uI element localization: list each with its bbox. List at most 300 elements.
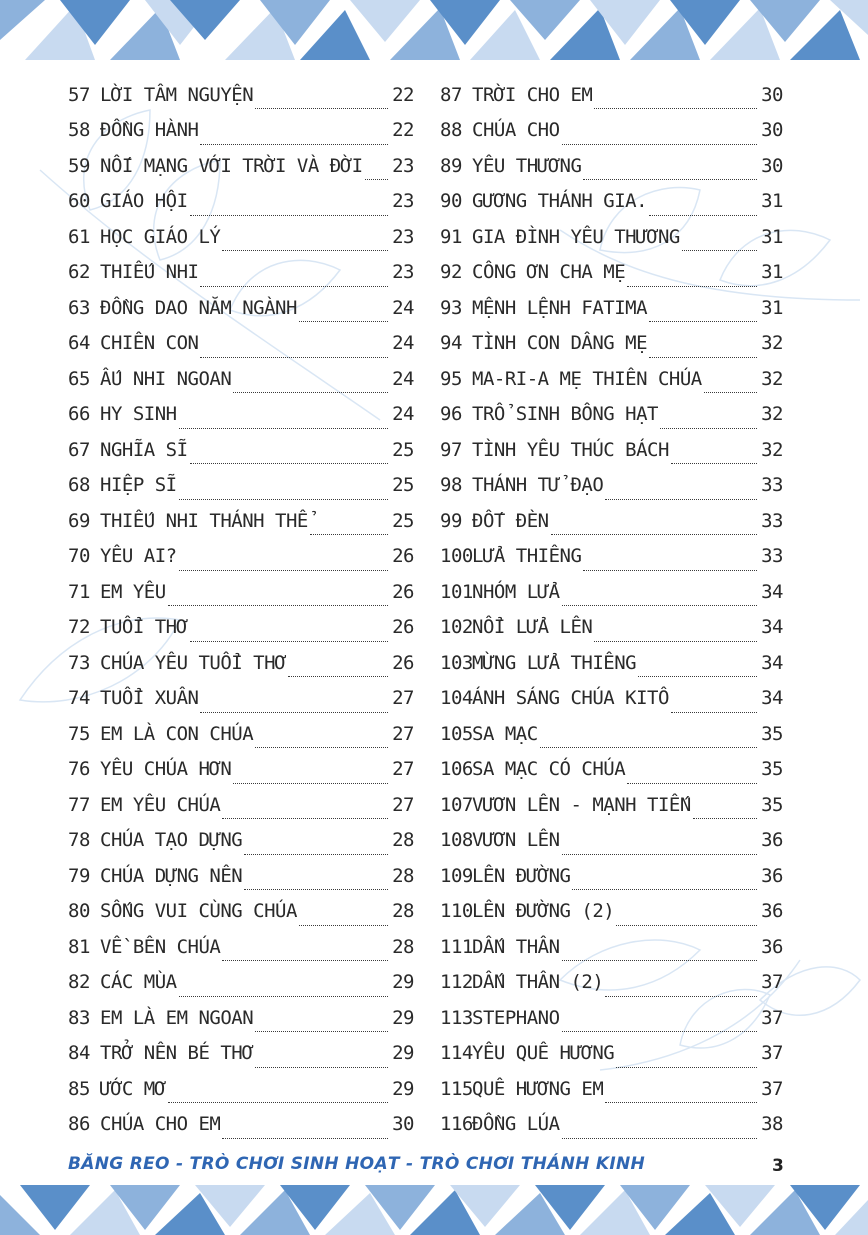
toc-entry-page: 23 [392, 261, 414, 284]
toc-entry-page: 29 [392, 971, 414, 994]
toc-entry-page: 31 [761, 225, 783, 248]
toc-entry-title: LỜI TÂM NGUYỆN [100, 83, 254, 106]
toc-leader-dots [288, 656, 388, 677]
toc-entry-title: GIÁO HỘI [100, 190, 188, 213]
toc-entry-page: 27 [392, 793, 414, 816]
toc-entry-number: 82 [68, 971, 90, 994]
toc-leader-dots [649, 301, 757, 322]
toc-entry-number: 57 [68, 83, 90, 106]
toc-entry-number: 89 [440, 154, 462, 177]
toc-entry [68, 326, 414, 362]
toc-entry-page: 31 [761, 190, 783, 213]
toc-entry [68, 148, 414, 184]
toc-entry-title: VƯƠN LÊN - MẠNH TIẾN [472, 793, 691, 816]
toc-leader-dots [365, 159, 388, 180]
toc-leader-dots [233, 763, 388, 784]
toc-entry-number: 103 [440, 651, 473, 674]
toc-entry-page: 30 [392, 1113, 414, 1136]
toc-entry-title: ẤU NHI NGOAN [100, 367, 232, 390]
toc-entry [68, 397, 414, 433]
toc-entry [68, 255, 414, 291]
toc-entry-number: 67 [68, 438, 90, 461]
toc-entry-page: 28 [392, 935, 414, 958]
toc-entry [68, 219, 414, 255]
toc-entry-number: 83 [68, 1006, 90, 1029]
toc-entry [440, 894, 783, 930]
toc-entry-number: 86 [68, 1113, 90, 1136]
toc-entry-title: YÊU QUÊ HƯƠNG [472, 1042, 615, 1065]
toc-entry-number: 102 [440, 616, 473, 639]
toc-entry-number: 66 [68, 403, 90, 426]
toc-entry-number: 69 [68, 509, 90, 532]
toc-entry-title: TUỔI THƠ [100, 616, 188, 639]
toc-leader-dots [671, 443, 757, 464]
toc-entry-number: 95 [440, 367, 462, 390]
toc-leader-dots [255, 88, 388, 109]
toc-entry [68, 858, 414, 894]
toc-entry-page: 34 [761, 687, 783, 710]
toc-entry-page: 23 [392, 154, 414, 177]
toc-entry-number: 94 [440, 332, 462, 355]
toc-leader-dots [572, 869, 757, 890]
toc-entry-number: 61 [68, 225, 90, 248]
toc-entry-title: LÊN ĐƯỜNG [472, 864, 571, 887]
toc-entry-number: 97 [440, 438, 462, 461]
toc-entry [440, 468, 783, 504]
toc-entry-page: 25 [392, 509, 414, 532]
toc-entry [68, 929, 414, 965]
toc-leader-dots [179, 408, 388, 429]
toc-entry-page: 32 [761, 332, 783, 355]
toc-leader-dots [562, 940, 757, 961]
toc-entry-number: 115 [440, 1077, 473, 1100]
toc-entry-page: 27 [392, 722, 414, 745]
toc-entry-page: 30 [761, 154, 783, 177]
toc-entry [440, 539, 783, 575]
toc-entry [68, 503, 414, 539]
toc-leader-dots [627, 266, 757, 287]
toc-entry-number: 87 [440, 83, 462, 106]
toc-leader-dots [682, 230, 757, 251]
toc-entry-number: 100 [440, 545, 473, 568]
toc-entry-page: 26 [392, 545, 414, 568]
toc-entry-number: 98 [440, 474, 462, 497]
toc-entry-title: MA-RI-A MẸ THIÊN CHÚA [472, 367, 702, 390]
toc-entry [440, 361, 783, 397]
toc-entry-page: 25 [392, 438, 414, 461]
toc-entry [440, 929, 783, 965]
toc-entry-title: YÊU AI? [100, 545, 177, 568]
toc-entry [440, 965, 783, 1001]
toc-entry-title: HY SINH [100, 403, 177, 426]
toc-entry-page: 34 [761, 580, 783, 603]
toc-entry-number: 70 [68, 545, 90, 568]
toc-entry-title: EM YÊU [100, 580, 166, 603]
toc-entry-title: ĐỒNG HÀNH [100, 119, 199, 142]
toc-entry-title: EM YÊU CHÚA [100, 793, 221, 816]
toc-entry-title: CHÚA TẠO DỰNG [100, 829, 243, 852]
toc-entry [440, 503, 783, 539]
toc-entry [68, 1000, 414, 1036]
toc-entry [440, 787, 783, 823]
toc-entry [68, 432, 414, 468]
toc-entry-title: NỐI MẠNG VỚI TRỜI VÀ ĐỜI [100, 154, 363, 177]
toc-entry [68, 894, 414, 930]
toc-leader-dots [200, 337, 388, 358]
toc-entry-page: 27 [392, 758, 414, 781]
toc-entry-title: ĐỒNG DAO NĂM NGÀNH [100, 296, 297, 319]
toc-entry-title: CHÚA DỰNG NÊN [100, 864, 243, 887]
toc-entry [440, 290, 783, 326]
toc-leader-dots [594, 621, 757, 642]
toc-leader-dots [190, 443, 388, 464]
toc-leader-dots [660, 408, 757, 429]
toc-entry-title: THIẾU NHI [100, 261, 199, 284]
toc-entry-number: 77 [68, 793, 90, 816]
top-triangle-band [0, 0, 868, 70]
toc-column-right [440, 77, 783, 1142]
toc-leader-dots [299, 301, 388, 322]
toc-entry-title: DẤN THÂN [472, 935, 560, 958]
toc-leader-dots [605, 479, 757, 500]
toc-entry-page: 36 [761, 935, 783, 958]
toc-entry-number: 108 [440, 829, 473, 852]
toc-entry [68, 1071, 414, 1107]
toc-leader-dots [551, 514, 757, 535]
toc-entry-title: HIỆP SĨ [100, 474, 177, 497]
toc-entry-title: CÔNG ƠN CHA MẸ [472, 261, 626, 284]
toc-entry-page: 26 [392, 580, 414, 603]
toc-entry-number: 90 [440, 190, 462, 213]
toc-leader-dots [616, 905, 757, 926]
toc-entry-title: LỬA THIÊNG [472, 545, 582, 568]
toc-leader-dots [222, 1118, 388, 1139]
toc-entry-page: 36 [761, 829, 783, 852]
toc-entry-page: 23 [392, 190, 414, 213]
toc-entry-number: 68 [68, 474, 90, 497]
toc-leader-dots [244, 834, 388, 855]
toc-entry-number: 73 [68, 651, 90, 674]
toc-entry-number: 79 [68, 864, 90, 887]
toc-entry-page: 36 [761, 900, 783, 923]
toc-leader-dots [693, 798, 757, 819]
toc-entry-title: ÁNH SÁNG CHÚA KITÔ [472, 687, 669, 710]
toc-entry [440, 574, 783, 610]
toc-entry [68, 113, 414, 149]
toc-entry [68, 645, 414, 681]
toc-leader-dots [649, 337, 757, 358]
toc-entry [68, 787, 414, 823]
toc-entry-page: 27 [392, 687, 414, 710]
toc-leader-dots [562, 1011, 757, 1032]
toc-entry-page: 29 [392, 1077, 414, 1100]
toc-entry-page: 37 [761, 971, 783, 994]
toc-entry [68, 361, 414, 397]
toc-entry-page: 26 [392, 616, 414, 639]
toc-leader-dots [255, 727, 388, 748]
toc-entry-number: 85 [68, 1077, 90, 1100]
toc-entry-title: GƯƠNG THÁNH GIA. [472, 190, 648, 213]
toc-entry-page: 24 [392, 403, 414, 426]
toc-entry [68, 965, 414, 1001]
toc-entry [68, 77, 414, 113]
toc-leader-dots [310, 514, 388, 535]
toc-entry-number: 64 [68, 332, 90, 355]
toc-entry-title: SA MẠC [472, 722, 538, 745]
toc-entry-page: 32 [761, 438, 783, 461]
toc-entry [68, 610, 414, 646]
toc-entry [440, 752, 783, 788]
toc-entry-number: 101 [440, 580, 473, 603]
toc-leader-dots [627, 763, 757, 784]
toc-leader-dots [649, 195, 757, 216]
toc-entry-number: 78 [68, 829, 90, 852]
toc-entry [440, 113, 783, 149]
toc-entry-title: YÊU CHÚA HƠN [100, 758, 232, 781]
toc-leader-dots [200, 692, 388, 713]
toc-leader-dots [562, 124, 757, 145]
toc-entry-page: 24 [392, 367, 414, 390]
toc-entry-number: 62 [68, 261, 90, 284]
toc-entry-page: 34 [761, 616, 783, 639]
toc-entry-number: 58 [68, 119, 90, 142]
toc-entry-page: 29 [392, 1006, 414, 1029]
toc-entry [440, 432, 783, 468]
toc-entry-title: DẤN THÂN (2) [472, 971, 604, 994]
toc-leader-dots [179, 550, 388, 571]
toc-entry-page: 33 [761, 509, 783, 532]
toc-entry-number: 111 [440, 935, 473, 958]
toc-entry-page: 25 [392, 474, 414, 497]
toc-entry [440, 681, 783, 717]
toc-entry [440, 1071, 783, 1107]
toc-entry-number: 107 [440, 793, 473, 816]
toc-entry-title: NGHĨA SĨ [100, 438, 188, 461]
toc-entry-page: 22 [392, 119, 414, 142]
toc-entry-number: 106 [440, 758, 473, 781]
toc-entry-number: 88 [440, 119, 462, 142]
toc-entry [68, 823, 414, 859]
toc-leader-dots [299, 905, 388, 926]
toc-entry-number: 71 [68, 580, 90, 603]
toc-entry [68, 1107, 414, 1143]
toc-entry [68, 716, 414, 752]
toc-entry [68, 468, 414, 504]
toc-leader-dots [233, 372, 388, 393]
toc-entry-number: 91 [440, 225, 462, 248]
toc-leader-dots [562, 834, 757, 855]
toc-entry [440, 326, 783, 362]
toc-entry-page: 34 [761, 651, 783, 674]
toc-leader-dots [222, 798, 388, 819]
toc-entry-title: NỔI LỬA LÊN [472, 616, 593, 639]
toc-entry-title: CHIÊN CON [100, 332, 199, 355]
toc-entry-title: CHÚA CHO [472, 119, 560, 142]
toc-entry-number: 99 [440, 509, 462, 532]
toc-entry [68, 184, 414, 220]
toc-entry-title: EM LÀ EM NGOAN [100, 1006, 254, 1029]
toc-entry-title: SA MẠC CÓ CHÚA [472, 758, 626, 781]
toc-entry-title: SỐNG VUI CÙNG CHÚA [100, 900, 297, 923]
toc-entry-number: 109 [440, 864, 473, 887]
toc-entry-page: 28 [392, 900, 414, 923]
bottom-triangle-band [0, 1185, 868, 1235]
toc-entry-page: 33 [761, 474, 783, 497]
toc-entry [68, 1036, 414, 1072]
toc-entry-page: 23 [392, 225, 414, 248]
toc-entry [440, 858, 783, 894]
toc-leader-dots [222, 940, 388, 961]
toc-entry-number: 74 [68, 687, 90, 710]
toc-entry-number: 59 [68, 154, 90, 177]
toc-entry [440, 716, 783, 752]
toc-entry-number: 92 [440, 261, 462, 284]
toc-entry-number: 81 [68, 935, 90, 958]
toc-entry-page: 26 [392, 651, 414, 674]
toc-entry-title: NHÓM LỬA [472, 580, 560, 603]
toc-entry-title: ĐỐT ĐÈN [472, 509, 549, 532]
toc-entry-title: CHÚA CHO EM [100, 1113, 221, 1136]
toc-leader-dots [562, 1118, 757, 1139]
toc-entry [440, 219, 783, 255]
toc-entry-title: ƯỚC MƠ [100, 1077, 166, 1100]
toc-entry-page: 28 [392, 829, 414, 852]
toc-leader-dots [222, 230, 388, 251]
toc-entry-page: 33 [761, 545, 783, 568]
toc-entry-number: 113 [440, 1006, 473, 1029]
toc-entry [68, 539, 414, 575]
toc-leader-dots [583, 550, 757, 571]
toc-entry-number: 93 [440, 296, 462, 319]
toc-entry-title: TRỞ NÊN BÉ THƠ [100, 1042, 254, 1065]
toc-entry-number: 112 [440, 971, 473, 994]
toc-leader-dots [255, 1047, 388, 1068]
toc-entry-page: 31 [761, 296, 783, 319]
toc-entry-title: CÁC MÙA [100, 971, 177, 994]
toc-entry [440, 1036, 783, 1072]
toc-entry-page: 36 [761, 864, 783, 887]
toc-entry-page: 38 [761, 1113, 783, 1136]
toc-entry-title: EM LÀ CON CHÚA [100, 722, 254, 745]
toc-entry-page: 24 [392, 332, 414, 355]
toc-column-left [68, 77, 414, 1142]
toc-entry-page: 32 [761, 403, 783, 426]
toc-entry-page: 31 [761, 261, 783, 284]
toc-entry-page: 37 [761, 1006, 783, 1029]
toc-leader-dots [540, 727, 757, 748]
toc-entry-number: 80 [68, 900, 90, 923]
toc-entry [440, 1107, 783, 1143]
toc-leader-dots [200, 124, 388, 145]
toc-entry-title: YÊU THƯƠNG [472, 154, 582, 177]
toc-entry [440, 645, 783, 681]
toc-entry [440, 148, 783, 184]
toc-entry-title: THIẾU NHI THÁNH THỂ [100, 509, 308, 532]
toc-entry-title: ĐỒNG LÚA [472, 1113, 560, 1136]
toc-leader-dots [179, 479, 388, 500]
toc-leader-dots [190, 621, 388, 642]
toc-leader-dots [583, 159, 757, 180]
toc-entry-page: 37 [761, 1077, 783, 1100]
toc-entry [440, 610, 783, 646]
toc-entry [440, 823, 783, 859]
toc-entry-title: VƯƠN LÊN [472, 829, 560, 852]
toc-leader-dots [179, 976, 388, 997]
toc-entry [68, 681, 414, 717]
toc-entry-title: TÌNH CON DÂNG MẸ [472, 332, 648, 355]
toc-entry-page: 35 [761, 793, 783, 816]
toc-leader-dots [190, 195, 388, 216]
toc-entry-number: 63 [68, 296, 90, 319]
toc-entry-number: 110 [440, 900, 473, 923]
toc-entry [440, 255, 783, 291]
toc-entry-page: 37 [761, 1042, 783, 1065]
toc-leader-dots [200, 266, 388, 287]
toc-entry-title: LÊN ĐƯỜNG (2) [472, 900, 615, 923]
toc-entry-number: 84 [68, 1042, 90, 1065]
toc-entry-number: 116 [440, 1113, 473, 1136]
toc-entry-number: 72 [68, 616, 90, 639]
toc-entry-title: HỌC GIÁO LÝ [100, 225, 221, 248]
toc-entry [440, 397, 783, 433]
toc-entry-page: 32 [761, 367, 783, 390]
toc-entry-page: 35 [761, 758, 783, 781]
toc-leader-dots [255, 1011, 388, 1032]
toc-leader-dots [244, 869, 388, 890]
toc-leader-dots [168, 1082, 388, 1103]
toc-entry-title: TRỔ SINH BÔNG HẠT [472, 403, 658, 426]
toc-entry-page: 29 [392, 1042, 414, 1065]
toc-entry-title: TÌNH YÊU THÚC BÁCH [472, 438, 669, 461]
toc-entry-title: TUỔI XUÂN [100, 687, 199, 710]
toc-leader-dots [671, 692, 757, 713]
toc-entry-title: STEPHANO [472, 1006, 560, 1029]
page-number: 3 [772, 1156, 784, 1176]
toc-leader-dots [605, 1082, 757, 1103]
toc-entry-page: 30 [761, 83, 783, 106]
toc-entry-title: MỪNG LỬA THIÊNG [472, 651, 637, 674]
toc-leader-dots [616, 1047, 757, 1068]
toc-entry-number: 75 [68, 722, 90, 745]
toc-entry-page: 35 [761, 722, 783, 745]
toc-entry-title: VỀ BÊN CHÚA [100, 935, 221, 958]
toc-leader-dots [168, 585, 388, 606]
toc-entry-number: 96 [440, 403, 462, 426]
toc-leader-dots [605, 976, 757, 997]
toc-entry [68, 574, 414, 610]
toc-entry-title: MỆNH LỆNH FATIMA [472, 296, 648, 319]
toc-leader-dots [638, 656, 757, 677]
toc-leader-dots [594, 88, 757, 109]
toc-entry-page: 22 [392, 83, 414, 106]
toc-entry-title: GIA ĐÌNH YÊU THƯƠNG [472, 225, 680, 248]
toc-entry-page: 30 [761, 119, 783, 142]
book-title-footer: BĂNG REO - TRÒ CHƠI SINH HOẠT - TRÒ CHƠI THÁNH KINH [68, 1154, 646, 1174]
toc-entry-title: QUÊ HƯƠNG EM [472, 1077, 604, 1100]
toc-entry-page: 24 [392, 296, 414, 319]
toc-entry-number: 105 [440, 722, 473, 745]
toc-leader-dots [704, 372, 757, 393]
toc-entry-number: 76 [68, 758, 90, 781]
toc-entry [440, 1000, 783, 1036]
toc-entry [440, 77, 783, 113]
toc-entry-number: 104 [440, 687, 473, 710]
toc-leader-dots [562, 585, 757, 606]
toc-entry-number: 60 [68, 190, 90, 213]
toc-entry-number: 65 [68, 367, 90, 390]
toc-entry [68, 752, 414, 788]
toc-entry-title: TRỜI CHO EM [472, 83, 593, 106]
